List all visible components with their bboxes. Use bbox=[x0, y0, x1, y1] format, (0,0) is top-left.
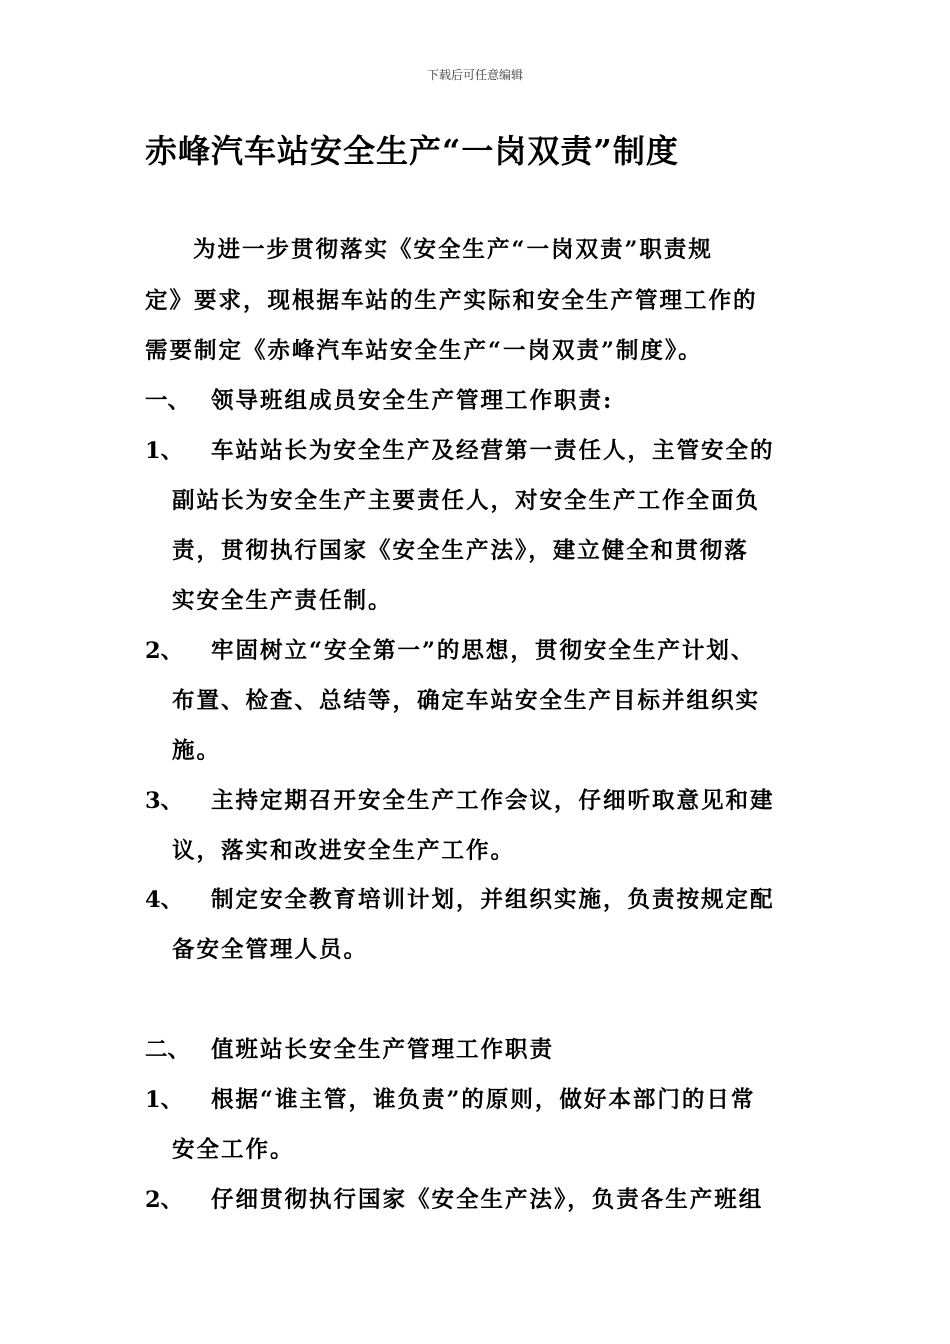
item-number: 4、 bbox=[145, 887, 184, 913]
item-number: 1、 bbox=[145, 438, 184, 464]
item-line: 车站站长为安全生产及经营第一责任人，主管安全的 bbox=[211, 438, 775, 464]
section-number: 一、 bbox=[145, 388, 191, 414]
item-number: 2、 bbox=[145, 1187, 184, 1213]
item-number: 1、 bbox=[145, 1087, 184, 1113]
section-number: 二、 bbox=[145, 1037, 191, 1063]
item-line: 实安全生产责任制。 bbox=[172, 588, 393, 614]
page-header-note: 下载后可任意编辑 bbox=[426, 68, 523, 82]
item-line: 安全工作。 bbox=[172, 1137, 295, 1163]
section-heading: 值班站长安全生产管理工作职责 bbox=[211, 1037, 555, 1063]
item-line: 副站长为安全生产主要责任人，对安全生产工作全面负 bbox=[172, 488, 761, 514]
item-number: 2、 bbox=[145, 638, 184, 664]
item-line: 施。 bbox=[172, 738, 222, 764]
item-number: 3、 bbox=[145, 788, 184, 814]
intro-line: 需要制定《赤峰汽车站安全生产“一岗双责”制度》。 bbox=[145, 338, 703, 364]
item-line: 制定安全教育培训计划，并组织实施，负责按规定配 bbox=[211, 887, 775, 913]
item-line: 议，落实和改进安全生产工作。 bbox=[172, 838, 516, 864]
intro-line: 为进一步贯彻落实《安全生产“一岗双责”职责规 bbox=[193, 237, 713, 263]
item-line: 备安全管理人员。 bbox=[172, 937, 369, 963]
section-heading: 领导班组成员安全生产管理工作职责: bbox=[211, 388, 614, 414]
item-line: 布置、检查、总结等，确定车站安全生产目标并组织实 bbox=[172, 688, 761, 714]
item-line: 牢固树立“安全第一”的思想，贯彻安全生产计划、 bbox=[211, 638, 756, 664]
document-title: 赤峰汽车站安全生产“一岗双责”制度 bbox=[145, 132, 679, 170]
item-line: 仔细贯彻执行国家《安全生产法》，负责各生产班组 bbox=[211, 1187, 764, 1213]
item-line: 根据“谁主管，谁负责”的原则，做好本部门的日常 bbox=[211, 1087, 756, 1113]
item-line: 责，贯彻执行国家《安全生产法》，建立健全和贯彻落 bbox=[172, 538, 749, 564]
item-line: 主持定期召开安全生产工作会议，仔细听取意见和建 bbox=[211, 788, 775, 814]
intro-line: 定》要求，现根据车站的生产实际和安全生产管理工作的 bbox=[145, 288, 758, 314]
